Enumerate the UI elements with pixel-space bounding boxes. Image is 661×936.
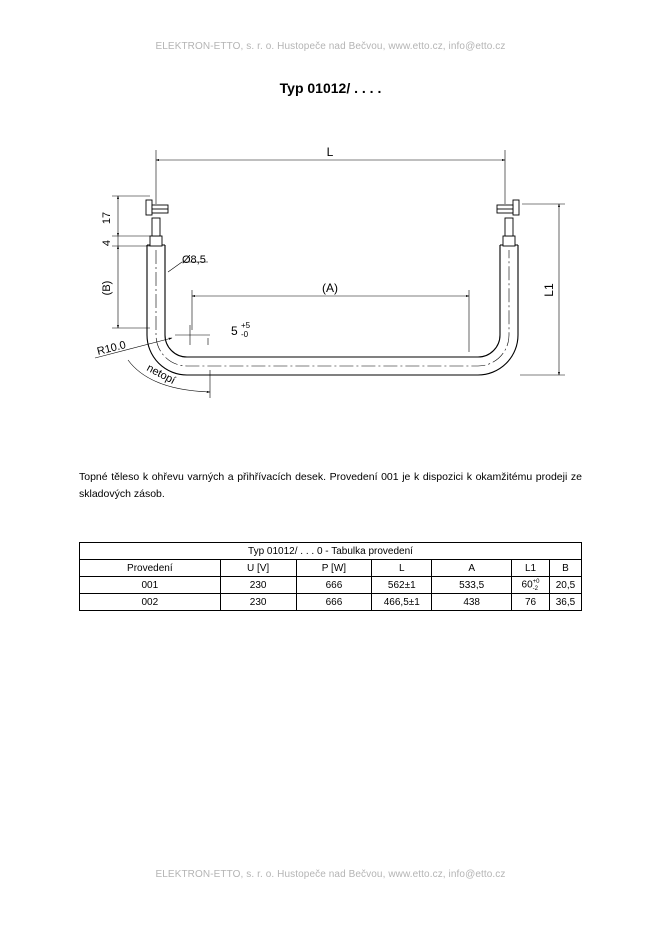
- cell-b: 36,5: [549, 594, 581, 611]
- cell-a: 533,5: [432, 577, 512, 594]
- cell-p: 666: [296, 577, 372, 594]
- left-terminal: [146, 200, 168, 246]
- header-a: A: [432, 560, 512, 577]
- cell-provedeni: 001: [80, 577, 221, 594]
- table-row: [80, 594, 582, 611]
- cell-l: 562±1: [372, 577, 432, 594]
- cell-a: 438: [432, 594, 512, 611]
- dimension-a: [192, 290, 469, 352]
- dim-label-a: (A): [322, 281, 338, 295]
- heater-technical-drawing: [0, 130, 661, 410]
- description-text: Topné těleso k ohřevu varných a přihřívacích desek. Provedení 001 je k dispozici k okamžitému prodeji ze skladových zásob.: [79, 471, 582, 500]
- table-row: [80, 577, 582, 594]
- page-title: Typ 01012/ . . . .: [279, 80, 382, 96]
- dim-label-5: 5: [231, 324, 238, 338]
- dim-label-l: L: [326, 145, 334, 159]
- dimension-5: [175, 325, 210, 345]
- header-b: B: [549, 560, 581, 577]
- dim-label-radius: R10.0: [95, 339, 128, 358]
- right-terminal: [497, 200, 519, 246]
- table-title-row: [80, 543, 582, 560]
- table-header-row: [80, 560, 582, 577]
- cell-u: 230: [220, 577, 296, 594]
- header-l1: L1: [512, 560, 550, 577]
- header-p: P [W]: [296, 560, 372, 577]
- center-line: [156, 250, 509, 366]
- cell-u: 230: [220, 594, 296, 611]
- dim-label-17: 17: [101, 211, 113, 225]
- cell-p: 666: [296, 594, 372, 611]
- header-u: U [V]: [220, 560, 296, 577]
- header-l: L: [372, 560, 432, 577]
- dim-label-l1: L1: [542, 283, 556, 297]
- cell-provedeni: 002: [80, 594, 221, 611]
- cell-l1: [512, 577, 550, 594]
- l1-tol-plus: +0: [532, 579, 540, 585]
- dim-label-4: 4: [101, 239, 113, 247]
- dim-label-b: (B): [101, 280, 113, 296]
- cell-l1: 76: [512, 594, 550, 611]
- page-header: ELEKTRON-ETTO, s. r. o. Hustopeče nad Bečvou, www.etto.cz, info@etto.cz: [155, 41, 506, 52]
- cell-b: 20,5: [549, 577, 581, 594]
- label-netopi: netopí: [144, 362, 178, 388]
- l1-tol-minus: -2: [532, 586, 539, 592]
- dim-label-5-tol-plus: +5: [241, 321, 251, 330]
- table-title: Typ 01012/ . . . 0 - Tabulka provedení: [80, 543, 582, 560]
- page-footer: ELEKTRON-ETTO, s. r. o. Hustopeče nad Bečvou, www.etto.cz, info@etto.cz: [155, 869, 506, 880]
- dimension-left-stack: [112, 196, 150, 328]
- cell-l: 466,5±1: [372, 594, 432, 611]
- spec-table: [79, 542, 582, 611]
- header-provedeni: Provedení: [80, 560, 221, 577]
- dim-label-diameter: Ø8,5: [182, 254, 206, 266]
- l1-value: 60: [521, 579, 533, 591]
- dim-label-5-tol-minus: -0: [241, 330, 249, 339]
